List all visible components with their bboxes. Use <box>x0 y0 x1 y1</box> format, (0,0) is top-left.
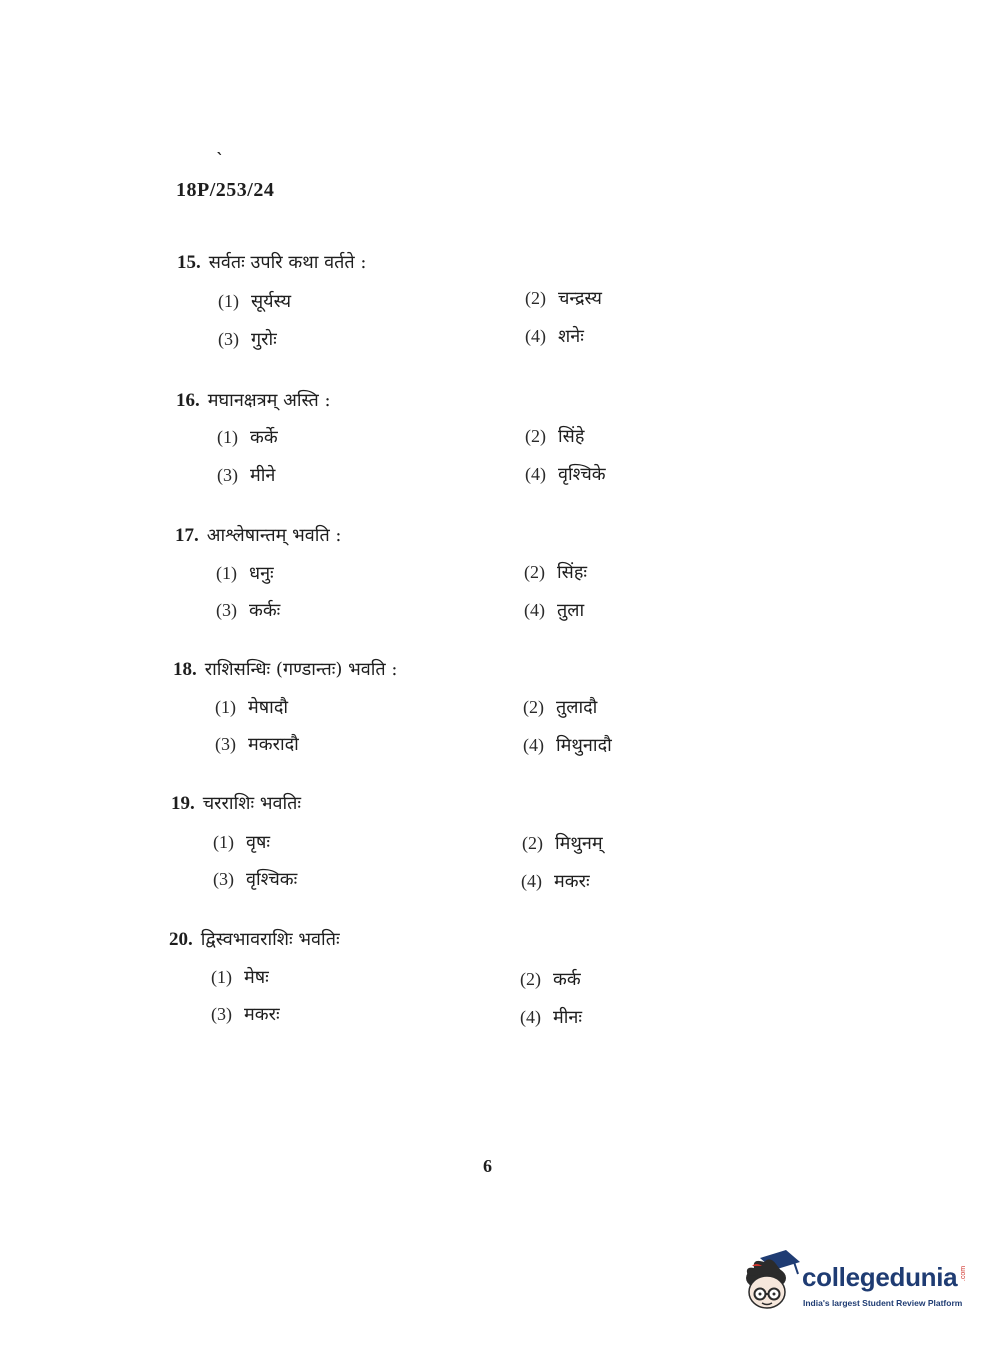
option-number: (1) <box>211 967 232 987</box>
option-number: (2) <box>525 288 546 308</box>
collegedunia-watermark <box>742 1248 972 1318</box>
option-text: मिथुनादौ <box>556 735 612 756</box>
option-1 <box>217 425 278 449</box>
option-3 <box>216 598 280 622</box>
option-2 <box>523 695 597 719</box>
option-1 <box>211 965 269 989</box>
option-number: (4) <box>523 735 544 755</box>
option-text: कर्के <box>250 427 278 448</box>
option-text: चन्द्रस्य <box>558 288 602 309</box>
option-1 <box>215 695 288 719</box>
option-number: (4) <box>524 600 545 620</box>
option-number: (3) <box>211 1004 232 1024</box>
option-number: (2) <box>523 697 544 717</box>
question-number: 15. <box>177 252 201 273</box>
option-text: कर्कः <box>249 600 281 621</box>
question-text: राशिसन्धिः (गण्डान्तः) भवति : <box>204 659 398 680</box>
question-number: 16. <box>176 390 200 411</box>
option-number: (1) <box>218 291 239 311</box>
option-1 <box>218 289 291 313</box>
option-1 <box>216 561 274 585</box>
question-text: आश्लेषान्तम् भवति : <box>206 525 342 546</box>
option-3 <box>211 1002 280 1026</box>
question-number: 17. <box>175 525 199 546</box>
option-text: मकरः <box>244 1004 280 1025</box>
option-4 <box>521 869 590 893</box>
question-text: चरराशिः भवतिः <box>202 793 302 814</box>
option-number: (3) <box>218 329 239 349</box>
option-number: (2) <box>522 833 543 853</box>
option-number: (1) <box>213 832 234 852</box>
mascot-icon <box>742 1248 802 1314</box>
option-number: (3) <box>217 465 238 485</box>
option-3 <box>218 327 277 351</box>
option-text: शनेः <box>558 326 584 347</box>
paper-code: 18P/253/24 <box>176 179 275 201</box>
option-4 <box>525 462 606 486</box>
option-text: मकरः <box>554 871 590 892</box>
option-4 <box>525 324 584 348</box>
option-number: (4) <box>525 326 546 346</box>
option-2 <box>525 286 602 310</box>
question-text: सर्वतः उपरि कथा वर्तते : <box>208 252 367 273</box>
page-number: 6 <box>483 1156 492 1176</box>
option-text: वृश्चिके <box>558 464 606 485</box>
option-number: (4) <box>520 1007 541 1027</box>
option-2 <box>522 831 603 855</box>
question-text: मघानक्षत्रम् अस्ति : <box>207 390 331 411</box>
option-text: मेषादौ <box>248 697 289 718</box>
option-number: (3) <box>216 600 237 620</box>
option-number: (2) <box>520 969 541 989</box>
option-3 <box>217 463 275 487</box>
question-number: 18. <box>173 659 197 680</box>
option-4 <box>524 598 584 622</box>
option-number: (1) <box>217 427 238 447</box>
option-text: सिंहः <box>557 562 588 583</box>
option-text: धनुः <box>249 563 274 584</box>
question-number: 19. <box>171 793 195 814</box>
option-number: (1) <box>215 697 236 717</box>
option-text: कर्क <box>553 969 581 990</box>
option-2 <box>520 967 581 991</box>
option-number: (4) <box>525 464 546 484</box>
option-number: (3) <box>213 869 234 889</box>
option-text: सूर्यस्य <box>251 291 292 312</box>
question-number: 20. <box>169 929 193 950</box>
option-text: तुला <box>557 600 585 621</box>
brand-domain-suffix: .com <box>960 1265 968 1282</box>
stray-tick-mark: ` <box>216 150 224 169</box>
option-number: (3) <box>215 734 236 754</box>
option-text: मिथुनम् <box>555 833 603 854</box>
option-2 <box>525 424 584 448</box>
option-number: (1) <box>216 563 237 583</box>
option-text: मीनः <box>553 1007 583 1028</box>
option-2 <box>524 560 587 584</box>
option-text: तुलादौ <box>556 697 598 718</box>
option-text: वृषः <box>246 832 271 853</box>
option-text: मकरादौ <box>248 734 299 755</box>
option-4 <box>520 1005 582 1029</box>
option-text: मीने <box>250 465 276 486</box>
option-number: (2) <box>524 562 545 582</box>
option-1 <box>213 830 270 854</box>
brand-wordmark: collegedunia <box>802 1262 958 1292</box>
option-3 <box>215 732 299 756</box>
option-number: (2) <box>525 426 546 446</box>
option-text: मेषः <box>244 967 269 988</box>
option-text: वृश्चिकः <box>246 869 298 890</box>
option-3 <box>213 867 297 891</box>
option-number: (4) <box>521 871 542 891</box>
option-4 <box>523 733 612 757</box>
question-text: द्विस्वभावराशिः भवतिः <box>200 929 340 950</box>
option-text: गुरोः <box>251 329 277 350</box>
brand-tagline: India's largest Student Review Platform <box>803 1298 963 1308</box>
option-text: सिंहे <box>558 426 585 447</box>
